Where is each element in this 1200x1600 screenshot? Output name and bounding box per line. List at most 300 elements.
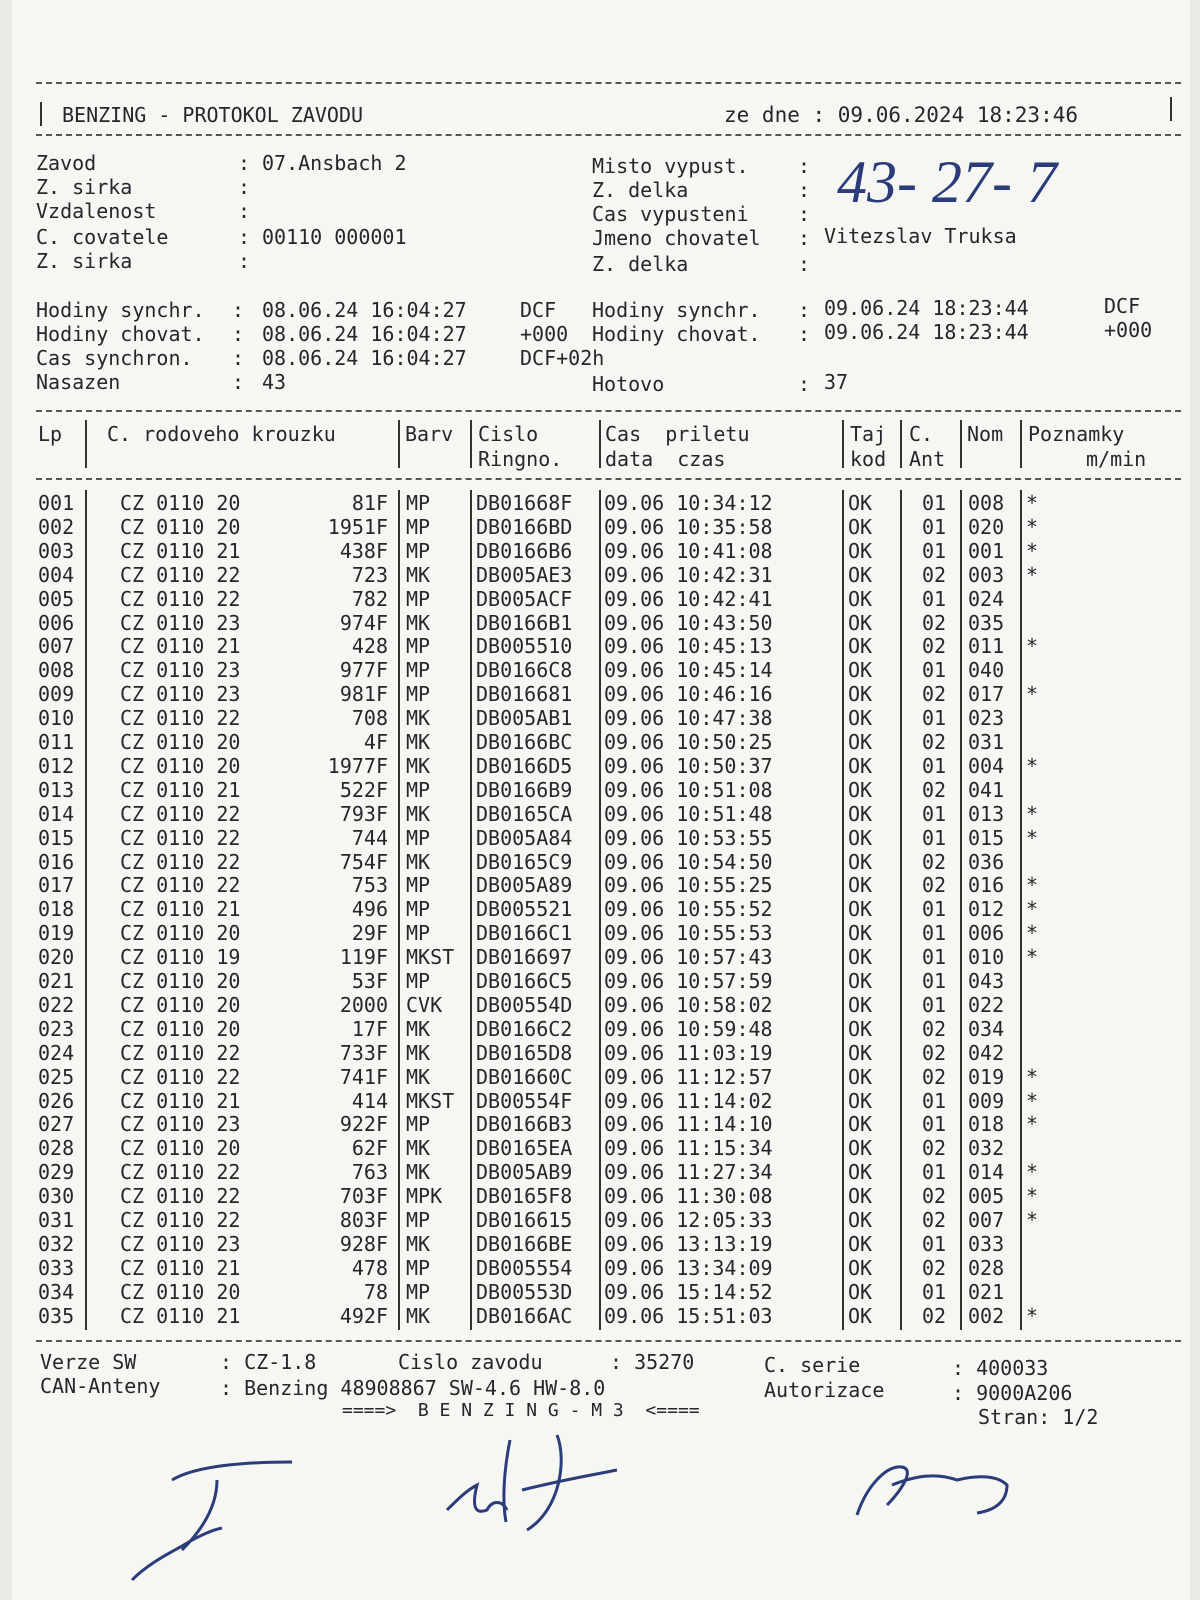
cell-nom: 033	[968, 1231, 1005, 1256]
cell-nom: 020	[968, 514, 1005, 539]
cell-time: 09.06 10:42:41	[604, 586, 773, 611]
cell-lp: 031	[38, 1208, 75, 1232]
info-colon: :	[238, 249, 251, 273]
cell-ring-number: 78	[363, 1279, 388, 1304]
cell-time: 09.06 15:14:52	[604, 1279, 773, 1304]
cell-cislo: DB00554F	[476, 1088, 573, 1113]
cell-tajkod: OK	[848, 801, 873, 826]
col-rule	[85, 490, 87, 1330]
cell-barv: MP	[406, 969, 431, 993]
col-rule	[599, 490, 601, 1330]
cell-nom: 018	[968, 1112, 1005, 1137]
cell-ant: 01	[922, 1279, 947, 1304]
protocol-sheet	[12, 0, 1190, 1600]
cell-nom: 036	[968, 849, 1005, 874]
table-row	[12, 1280, 1190, 1304]
cell-nom: 042	[968, 1040, 1005, 1065]
cell-note: *	[1026, 514, 1039, 539]
cell-lp: 012	[38, 753, 75, 778]
sync-value: 08.06.24 16:04:27	[262, 298, 467, 322]
cell-tajkod: OK	[848, 1112, 873, 1137]
cell-lp: 027	[38, 1112, 75, 1137]
table-row	[12, 1041, 1190, 1065]
sync-label: Hodiny chovat.	[36, 322, 205, 346]
cell-tajkod: OK	[848, 610, 873, 635]
cell-ring-prefix: CZ 0110 23	[120, 1231, 241, 1256]
table-row	[12, 1112, 1190, 1136]
cell-ring-number: 703F	[339, 1184, 388, 1209]
cell-ant: 01	[922, 538, 947, 563]
table-row	[12, 754, 1190, 778]
cell-lp: 004	[38, 562, 75, 587]
cell-note: *	[1026, 1184, 1039, 1209]
frame-bar	[40, 102, 42, 126]
cell-tajkod: OK	[848, 1016, 873, 1041]
cell-cislo: DB016615	[476, 1208, 573, 1232]
cell-barv: MP	[406, 634, 431, 659]
cell-nom: 017	[968, 682, 1005, 707]
info-colon: :	[798, 252, 811, 276]
sync-label: Cas synchron.	[36, 346, 193, 370]
table-row	[12, 682, 1190, 706]
cell-lp: 014	[38, 801, 75, 826]
cell-time: 09.06 10:54:50	[604, 849, 773, 874]
cell-time: 09.06 10:57:59	[604, 969, 773, 993]
table-row	[12, 563, 1190, 587]
table-row	[12, 1065, 1190, 1089]
sync-value: 37	[824, 370, 849, 394]
cell-time: 09.06 10:57:43	[604, 945, 773, 970]
table-row	[12, 491, 1190, 515]
cell-lp: 013	[38, 777, 75, 802]
cell-cislo: DB005510	[476, 634, 573, 659]
cell-nom: 004	[968, 753, 1005, 778]
cell-ant: 02	[922, 634, 947, 659]
cell-note: *	[1026, 1112, 1039, 1137]
cell-ring-prefix: CZ 0110 21	[120, 538, 241, 563]
cell-ring-prefix: CZ 0110 20	[120, 1016, 241, 1041]
cell-cislo: DB0165C9	[476, 849, 573, 874]
cell-time: 09.06 13:34:09	[604, 1255, 773, 1280]
cell-tajkod: OK	[848, 969, 873, 993]
cell-tajkod: OK	[848, 1160, 873, 1185]
cell-note: *	[1026, 921, 1039, 946]
cell-time: 09.06 13:13:19	[604, 1231, 773, 1256]
table-row	[12, 850, 1190, 874]
cell-note: *	[1026, 682, 1039, 707]
table-row	[12, 993, 1190, 1017]
table-row	[12, 515, 1190, 539]
cell-ant: 01	[922, 825, 947, 850]
col-header-kod: kod	[850, 447, 887, 471]
cell-cislo: DB01660C	[476, 1064, 573, 1089]
info-label: Cas vypusteni	[592, 202, 749, 226]
sync-value: 08.06.24 16:04:27	[262, 322, 467, 346]
cell-cislo: DB005521	[476, 897, 573, 922]
cell-ant: 02	[922, 1016, 947, 1041]
cell-ring-prefix: CZ 0110 20	[120, 514, 241, 539]
cell-lp: 009	[38, 682, 75, 707]
cell-note: *	[1026, 897, 1039, 922]
cell-nom: 009	[968, 1088, 1005, 1113]
cell-tajkod: OK	[848, 682, 873, 707]
cell-nom: 003	[968, 562, 1005, 587]
cell-barv: MK	[406, 849, 431, 874]
cell-barv: MK	[406, 753, 431, 778]
cell-nom: 016	[968, 873, 1005, 898]
cell-ring-prefix: CZ 0110 22	[120, 801, 241, 826]
cell-tajkod: OK	[848, 1208, 873, 1232]
col-header-datacas: data czas	[605, 447, 726, 471]
cell-ring-number: 782	[351, 586, 388, 611]
cell-lp: 018	[38, 897, 75, 922]
sync-label: Hodiny chovat.	[592, 322, 761, 346]
cell-note: *	[1026, 801, 1039, 826]
cell-ant: 01	[922, 969, 947, 993]
table-row	[12, 658, 1190, 682]
cell-nom: 040	[968, 658, 1005, 683]
cell-tajkod: OK	[848, 921, 873, 946]
table-row	[12, 1256, 1190, 1280]
cell-ring-prefix: CZ 0110 23	[120, 658, 241, 683]
cell-lp: 007	[38, 634, 75, 659]
sync-label: Hotovo	[592, 372, 665, 396]
cell-nom: 006	[968, 921, 1005, 946]
cell-lp: 017	[38, 873, 75, 898]
cell-ant: 02	[922, 1064, 947, 1089]
brand-line: ====> B E N Z I N G - M 3 <====	[342, 1400, 700, 1421]
col-header-c: C.	[909, 422, 934, 446]
cell-ant: 01	[922, 753, 947, 778]
cell-time: 09.06 12:05:33	[604, 1208, 773, 1232]
cell-ring-prefix: CZ 0110 19	[120, 945, 241, 970]
cell-barv: MP	[406, 1208, 431, 1232]
col-header-cas: Cas priletu	[605, 422, 750, 446]
sync-colon: :	[798, 322, 811, 346]
cell-lp: 035	[38, 1303, 75, 1328]
cell-time: 09.06 10:45:13	[604, 634, 773, 659]
cell-nom: 005	[968, 1184, 1005, 1209]
cell-ring-number: 81F	[351, 491, 388, 515]
cell-nom: 041	[968, 777, 1005, 802]
info-label: Z. delka	[592, 178, 689, 202]
cell-ant: 02	[922, 1303, 947, 1328]
cell-tajkod: OK	[848, 777, 873, 802]
cell-tajkod: OK	[848, 753, 873, 778]
cell-time: 09.06 10:45:14	[604, 658, 773, 683]
cell-barv: MK	[406, 706, 431, 731]
cell-time: 09.06 11:27:34	[604, 1160, 773, 1185]
col-header-cislo: Cislo	[478, 422, 539, 446]
cell-ant: 01	[922, 921, 947, 946]
cell-barv: MK	[406, 1303, 431, 1328]
cell-ring-prefix: CZ 0110 21	[120, 1088, 241, 1113]
cell-ant: 01	[922, 897, 947, 922]
cell-lp: 001	[38, 491, 75, 515]
serie-value: : 400033	[952, 1356, 1049, 1380]
signature-2	[432, 1430, 632, 1580]
cell-ring-prefix: CZ 0110 23	[120, 682, 241, 707]
cell-tajkod: OK	[848, 658, 873, 683]
cell-tajkod: OK	[848, 1255, 873, 1280]
cell-note: *	[1026, 1208, 1039, 1232]
cell-barv: MP	[406, 873, 431, 898]
cell-ring-number: 733F	[339, 1040, 388, 1065]
cell-ant: 02	[922, 730, 947, 754]
cell-cislo: DB005ACF	[476, 586, 573, 611]
serie-label: C. serie	[764, 1353, 861, 1377]
cell-tajkod: OK	[848, 586, 873, 611]
cell-tajkod: OK	[848, 706, 873, 731]
protocol-date: ze dne : 09.06.2024 18:23:46	[724, 103, 1079, 127]
cell-time: 09.06 10:51:08	[604, 777, 773, 802]
sync-colon: :	[232, 346, 245, 370]
cell-barv: MK	[406, 1064, 431, 1089]
col-header-lp: Lp	[38, 422, 63, 446]
cell-ant: 02	[922, 1208, 947, 1232]
cell-ring-prefix: CZ 0110 22	[120, 1184, 241, 1209]
cell-ant: 02	[922, 1040, 947, 1065]
cell-cislo: DB0166B1	[476, 610, 573, 635]
cell-tajkod: OK	[848, 1303, 873, 1328]
sync-value: 09.06.24 18:23:44	[824, 296, 1029, 320]
signature-1	[122, 1440, 322, 1590]
info-value: 07.Ansbach 2	[262, 151, 407, 175]
cell-tajkod: OK	[848, 945, 873, 970]
cell-cislo: DB01668F	[476, 491, 573, 515]
cell-time: 09.06 10:43:50	[604, 610, 773, 635]
table-row	[12, 897, 1190, 921]
cell-ant: 01	[922, 1112, 947, 1137]
cell-note: *	[1026, 753, 1039, 778]
cell-tajkod: OK	[848, 1184, 873, 1209]
cell-barv: MP	[406, 1255, 431, 1280]
cell-lp: 019	[38, 921, 75, 946]
cell-ant: 02	[922, 849, 947, 874]
cell-time: 09.06 10:50:25	[604, 730, 773, 754]
cell-ring-prefix: CZ 0110 20	[120, 491, 241, 515]
cell-ant: 02	[922, 610, 947, 635]
cell-cislo: DB0165EA	[476, 1136, 573, 1161]
cell-ring-number: 753	[351, 873, 388, 898]
sync-suffix: DCF	[1104, 294, 1141, 318]
cell-barv: CVK	[406, 992, 443, 1017]
cell-ring-prefix: CZ 0110 21	[120, 634, 241, 659]
cell-ant: 02	[922, 1136, 947, 1161]
cell-lp: 015	[38, 825, 75, 850]
cell-nom: 010	[968, 945, 1005, 970]
table-row	[12, 587, 1190, 611]
col-header-ant: Ant	[909, 447, 946, 471]
cell-barv: MP	[406, 586, 431, 611]
cell-ring-prefix: CZ 0110 20	[120, 753, 241, 778]
col-header-barv: Barv	[405, 422, 454, 446]
cell-time: 09.06 10:34:12	[604, 491, 773, 515]
divider	[36, 1340, 1181, 1342]
cell-ant: 01	[922, 945, 947, 970]
info-colon: :	[798, 154, 811, 178]
sync-value: 43	[262, 370, 287, 394]
cell-nom: 023	[968, 706, 1005, 731]
cell-ant: 01	[922, 1231, 947, 1256]
cell-barv: MP	[406, 658, 431, 683]
info-colon: :	[238, 175, 251, 199]
cell-nom: 019	[968, 1064, 1005, 1089]
table-row	[12, 1208, 1190, 1232]
cell-time: 09.06 10:42:31	[604, 562, 773, 587]
cell-barv: MP	[406, 538, 431, 563]
cell-time: 09.06 11:12:57	[604, 1064, 773, 1089]
cell-ring-number: 438F	[339, 538, 388, 563]
cell-barv: MK	[406, 1160, 431, 1185]
cell-time: 09.06 10:55:52	[604, 897, 773, 922]
cell-barv: MP	[406, 514, 431, 539]
cell-ring-number: 478	[351, 1255, 388, 1280]
sync-value: 08.06.24 16:04:27	[262, 346, 467, 370]
cell-ring-prefix: CZ 0110 22	[120, 849, 241, 874]
cell-ant: 02	[922, 1255, 947, 1280]
cell-time: 09.06 10:51:48	[604, 801, 773, 826]
cell-lp: 003	[38, 538, 75, 563]
sync-colon: :	[232, 322, 245, 346]
cell-tajkod: OK	[848, 1231, 873, 1256]
cell-tajkod: OK	[848, 634, 873, 659]
cell-nom: 031	[968, 730, 1005, 754]
cell-lp: 028	[38, 1136, 75, 1161]
cell-barv: MP	[406, 825, 431, 850]
cell-lp: 005	[38, 586, 75, 611]
sync-label: Hodiny synchr.	[36, 298, 205, 322]
cell-ring-number: 741F	[339, 1064, 388, 1089]
cell-ring-number: 981F	[339, 682, 388, 707]
cell-barv: MK	[406, 1136, 431, 1161]
page-number: Stran: 1/2	[978, 1405, 1099, 1429]
cell-tajkod: OK	[848, 849, 873, 874]
col-rule	[960, 420, 962, 468]
protocol-title: BENZING - PROTOKOL ZAVODU	[62, 103, 364, 127]
handwritten-note: 43- 27- 7	[837, 149, 1057, 215]
cell-nom: 002	[968, 1303, 1005, 1328]
table-row	[12, 1089, 1190, 1113]
auth-value: : 9000A206	[952, 1381, 1073, 1405]
cell-tajkod: OK	[848, 873, 873, 898]
divider	[36, 478, 1181, 480]
cell-tajkod: OK	[848, 1279, 873, 1304]
col-rule	[842, 490, 844, 1330]
cell-barv: MK	[406, 1016, 431, 1041]
col-header-nom: Nom	[967, 422, 1004, 446]
cell-ant: 02	[922, 1184, 947, 1209]
cell-ring-number: 119F	[339, 945, 388, 970]
cell-ring-number: 754F	[339, 849, 388, 874]
cell-cislo: DB005A89	[476, 873, 573, 898]
table-row	[12, 634, 1190, 658]
cell-barv: MKST	[406, 945, 455, 970]
cell-barv: MKST	[406, 1088, 455, 1113]
cell-barv: MP	[406, 777, 431, 802]
cell-ring-prefix: CZ 0110 20	[120, 969, 241, 993]
cell-time: 09.06 11:14:10	[604, 1112, 773, 1137]
col-rule	[85, 420, 87, 468]
cell-time: 09.06 10:47:38	[604, 706, 773, 731]
cell-lp: 025	[38, 1064, 75, 1089]
cell-time: 09.06 10:53:55	[604, 825, 773, 850]
cell-note: *	[1026, 825, 1039, 850]
cell-cislo: DB0165CA	[476, 801, 573, 826]
cell-ant: 01	[922, 801, 947, 826]
can-label: CAN-Anteny	[40, 1374, 161, 1398]
cell-time: 09.06 10:55:25	[604, 873, 773, 898]
cell-tajkod: OK	[848, 897, 873, 922]
cell-barv: MK	[406, 730, 431, 754]
col-rule	[1020, 420, 1022, 468]
cell-ant: 02	[922, 682, 947, 707]
cell-note: *	[1026, 562, 1039, 587]
cell-ring-number: 496	[351, 897, 388, 922]
cell-barv: MP	[406, 1112, 431, 1137]
cell-barv: MP	[406, 921, 431, 946]
cell-ring-prefix: CZ 0110 20	[120, 992, 241, 1017]
info-value: Vitezslav Truksa	[824, 224, 1017, 248]
cell-ring-prefix: CZ 0110 20	[120, 730, 241, 754]
cell-time: 09.06 11:14:02	[604, 1088, 773, 1113]
info-value: 00110 000001	[262, 225, 407, 249]
cell-ant: 01	[922, 1160, 947, 1185]
cell-cislo: DB0166C1	[476, 921, 573, 946]
cell-cislo: DB0165D8	[476, 1040, 573, 1065]
cell-ant: 01	[922, 491, 947, 515]
cell-ring-number: 977F	[339, 658, 388, 683]
cell-ring-number: 62F	[351, 1136, 388, 1161]
col-rule	[398, 420, 400, 468]
cell-tajkod: OK	[848, 562, 873, 587]
cell-note: *	[1026, 1064, 1039, 1089]
cell-cislo: DB0166BD	[476, 514, 573, 539]
info-label: Z. delka	[592, 252, 689, 276]
col-rule	[900, 420, 902, 468]
cell-ring-prefix: CZ 0110 22	[120, 873, 241, 898]
table-row	[12, 730, 1190, 754]
sync-suffix: DCF	[520, 298, 557, 322]
cell-cislo: DB0166AC	[476, 1303, 573, 1328]
cell-note: *	[1026, 1303, 1039, 1328]
sync-label: Hodiny synchr.	[592, 298, 761, 322]
col-header-poznamky: Poznamky	[1028, 422, 1125, 446]
table-row	[12, 611, 1190, 635]
cell-ring-number: 744	[351, 825, 388, 850]
cell-cislo: DB00554D	[476, 992, 573, 1017]
cell-note: *	[1026, 634, 1039, 659]
cell-cislo: DB0166BE	[476, 1231, 573, 1256]
cell-nom: 012	[968, 897, 1005, 922]
sync-colon: :	[798, 372, 811, 396]
info-colon: :	[238, 199, 251, 223]
cell-nom: 011	[968, 634, 1005, 659]
info-label: Misto vypust.	[592, 154, 749, 178]
cell-ring-number: 928F	[339, 1231, 388, 1256]
table-row	[12, 706, 1190, 730]
col-rule	[900, 490, 902, 1330]
cell-tajkod: OK	[848, 514, 873, 539]
cell-cislo: DB0166C8	[476, 658, 573, 683]
cell-ant: 02	[922, 873, 947, 898]
sync-suffix: +000	[1104, 318, 1153, 342]
cell-lp: 010	[38, 706, 75, 731]
cell-ring-prefix: CZ 0110 23	[120, 1112, 241, 1137]
cell-cislo: DB0166C5	[476, 969, 573, 993]
verze-label: Verze SW	[40, 1350, 137, 1374]
cell-ring-prefix: CZ 0110 22	[120, 562, 241, 587]
